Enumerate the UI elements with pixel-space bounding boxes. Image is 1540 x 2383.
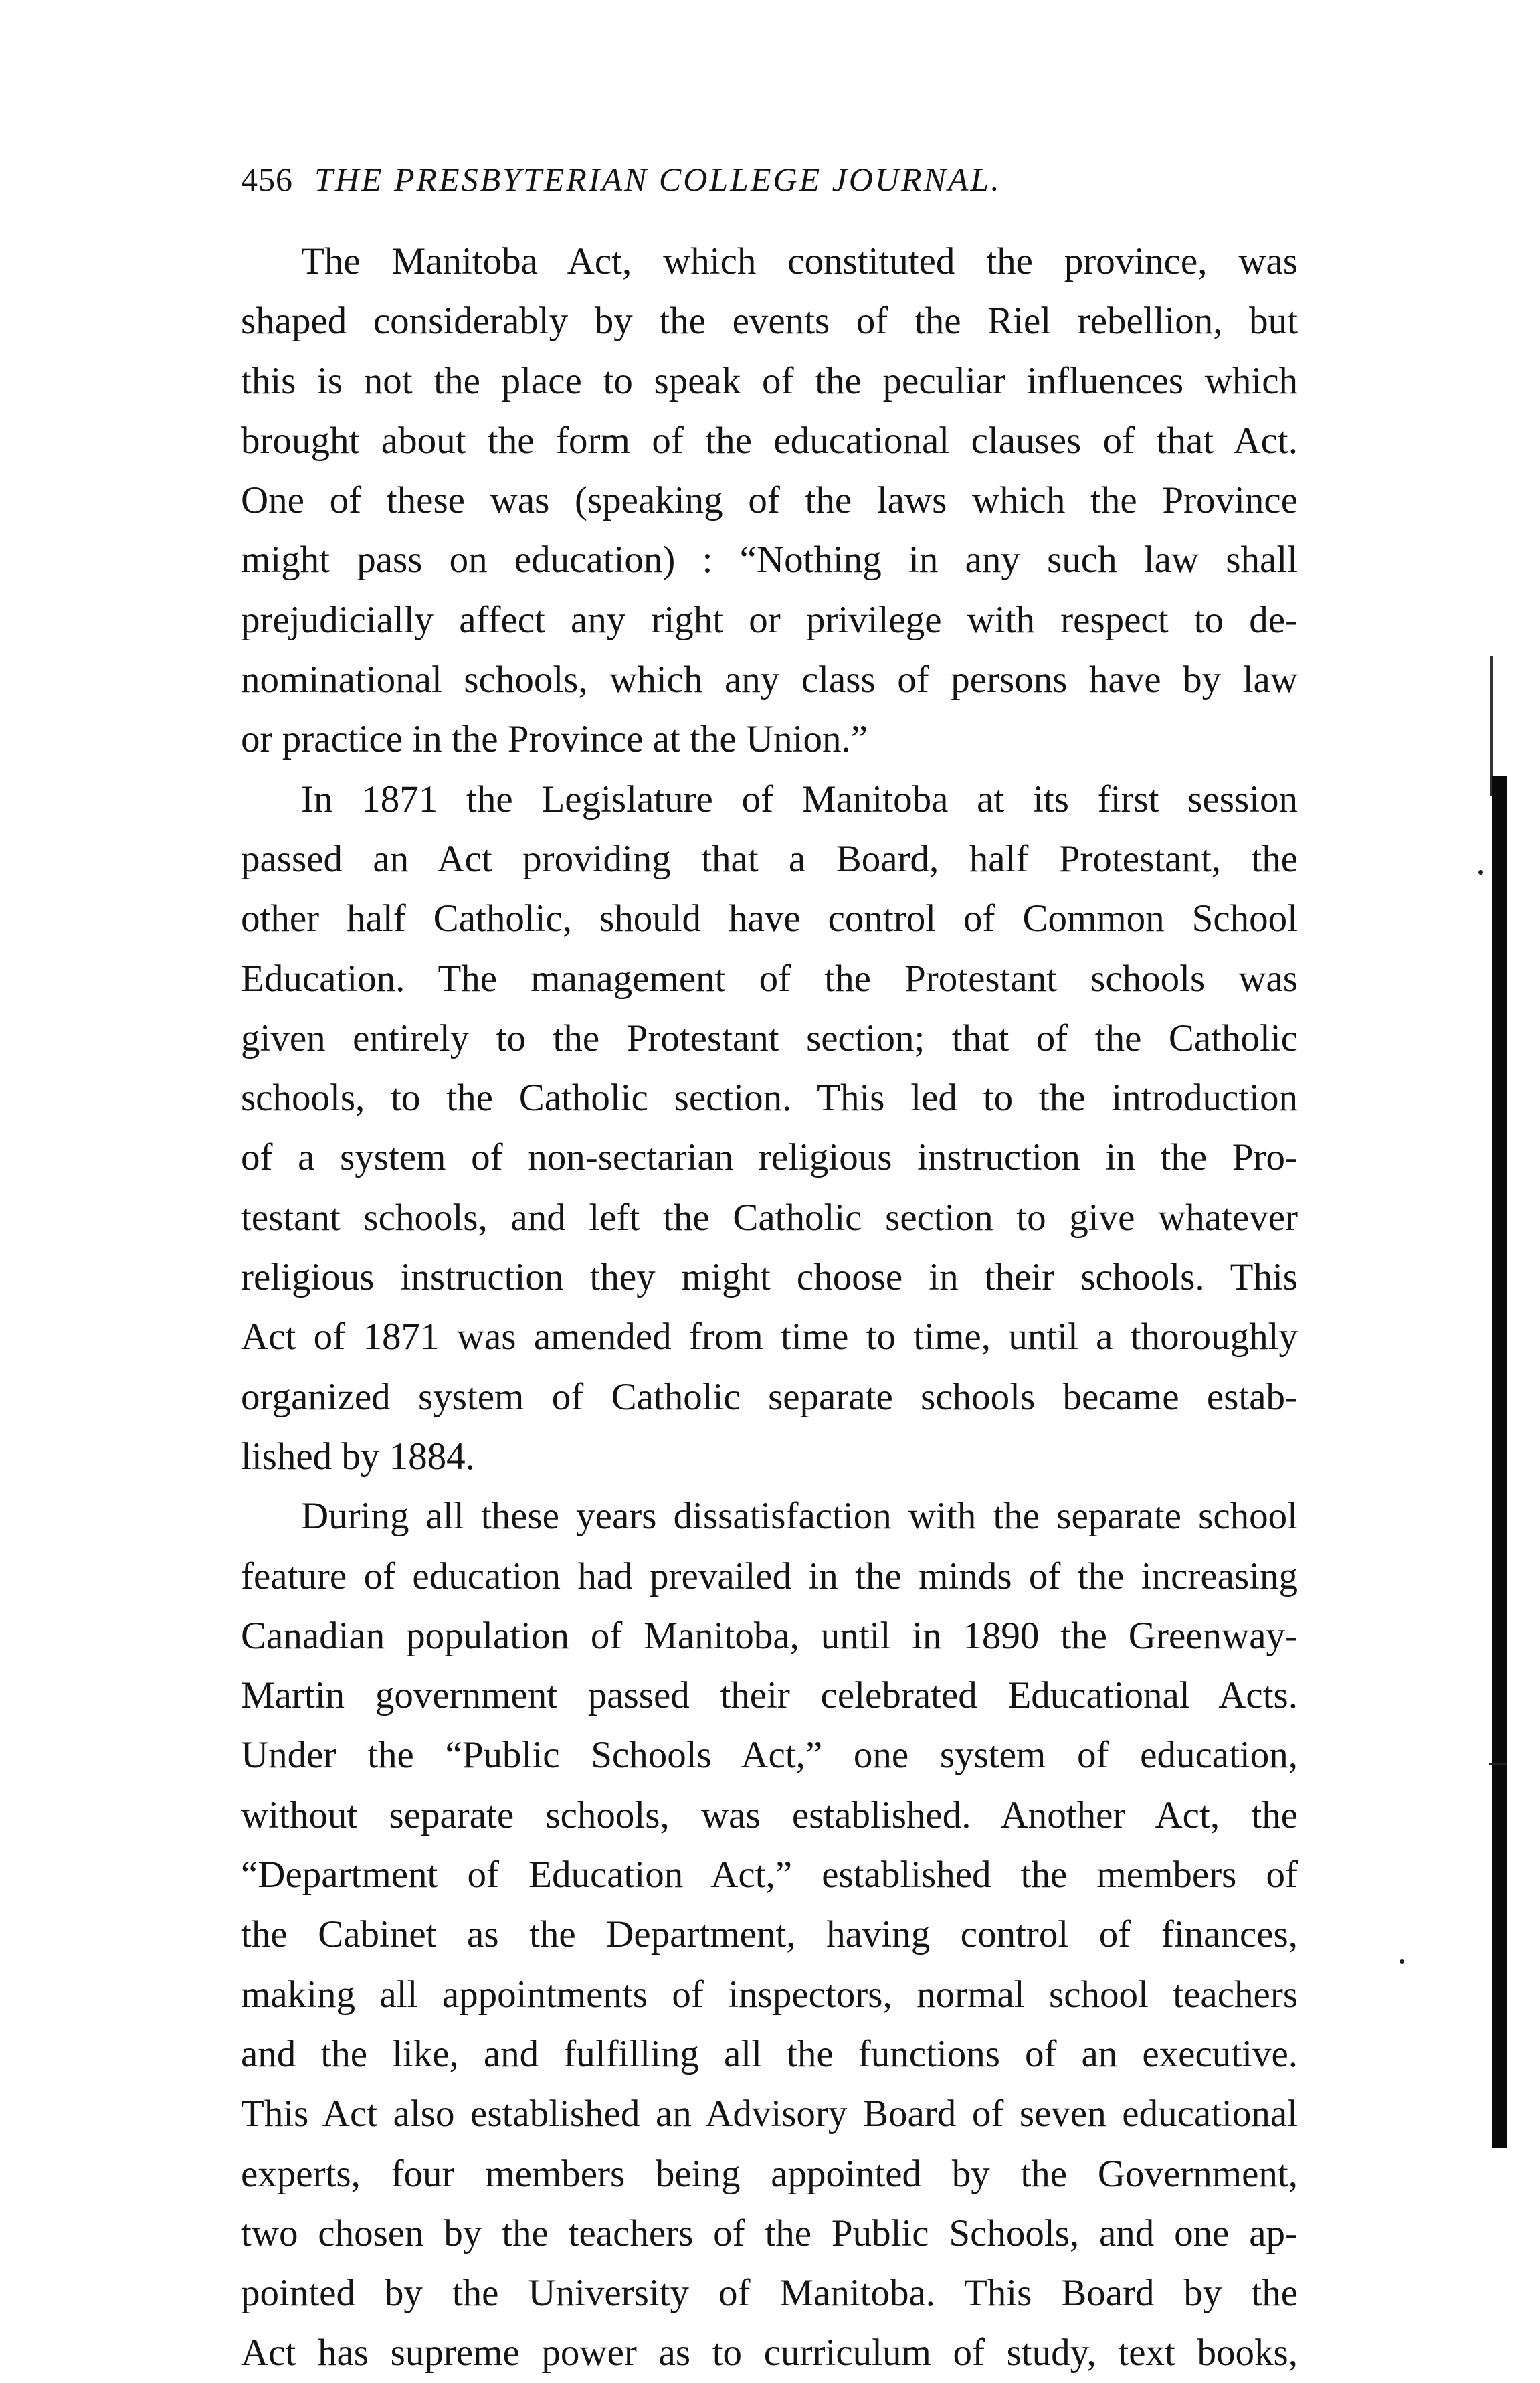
text-line: of a system of non-sectarian religious instruction in the Pro- <box>241 1136 1298 1179</box>
text-line: and the like, and fulfilling all the functions of an executive. <box>241 2032 1298 2075</box>
text-line: shaped considerably by the events of the Riel rebellion, but <box>241 300 1298 343</box>
text-line: Canadian population of Manitoba, until in 1890 the Greenway- <box>241 1614 1298 1657</box>
text-line: feature of education had prevailed in the minds of the increasing <box>241 1555 1298 1597</box>
text-line: In 1871 the Legislature of Manitoba at its first session <box>301 778 1298 820</box>
body-text <box>241 232 1298 2383</box>
text-line: two chosen by the teachers of the Public Schools, and one ap- <box>241 2212 1298 2255</box>
journal-title: THE PRESBYTERIAN COLLEGE JOURNAL. <box>314 161 1001 198</box>
scan-mark <box>1489 1763 1507 1765</box>
paragraph <box>241 1486 1298 2382</box>
scan-speck <box>1478 870 1483 875</box>
text-line: experts, four members being appointed by the Government, <box>241 2152 1298 2195</box>
text-line: The Manitoba Act, which constituted the province, was <box>301 240 1298 282</box>
text-line: Martin government passed their celebrated Educational Acts. <box>241 1674 1298 1717</box>
page-number: 456 <box>241 161 293 198</box>
text-line: lished by 1884. <box>241 1435 475 1478</box>
text-line: brought about the form of the educational clauses of that Act. <box>241 419 1298 462</box>
text-line: testant schools, and left the Catholic section to give whatever <box>241 1196 1298 1239</box>
binding-edge <box>1492 776 1507 2148</box>
text-line: One of these was (speaking of the laws which the Province <box>241 479 1298 522</box>
text-line: Education. The management of the Protestant schools was <box>241 957 1298 1000</box>
text-line: passed an Act providing that a Board, half Protestant, the <box>241 837 1298 880</box>
text-line: might pass on education) : “Nothing in any such law shall <box>241 539 1298 582</box>
text-line: Act has supreme power as to curriculum of study, text books, <box>241 2331 1298 2374</box>
paragraph <box>241 232 1298 770</box>
text-line: Under the “Public Schools Act,” one system of education, <box>241 1734 1298 1777</box>
text-line: pointed by the University of Manitoba. This Board by the <box>241 2272 1298 2315</box>
text-line: given entirely to the Protestant section; that of the Catholic <box>241 1017 1298 1059</box>
text-line: schools, to the Catholic section. This led to the introduction <box>241 1077 1298 1120</box>
paragraph <box>241 770 1298 1487</box>
text-line: this is not the place to speak of the peculiar influences which <box>241 359 1298 402</box>
text-line: organized system of Catholic separate schools became estab- <box>241 1375 1298 1418</box>
text-line: religious instruction they might choose in their schools. This <box>241 1256 1298 1299</box>
binding-edge-shadow <box>1490 656 1493 796</box>
text-line: During all these years dissatisfaction with the separate school <box>301 1495 1298 1538</box>
text-line: other half Catholic, should have control of Common School <box>241 897 1298 940</box>
text-line: without separate schools, was established. Another Act, the <box>241 1793 1298 1836</box>
text-line: making all appointments of inspectors, normal school teachers <box>241 1973 1298 2016</box>
text-line: Act of 1871 was amended from time to time, until a thoroughly <box>241 1316 1298 1358</box>
text-line: the Cabinet as the Department, having control of finances, <box>241 1913 1298 1956</box>
text-line: or practice in the Province at the Union.” <box>241 718 868 761</box>
running-head <box>241 153 1284 206</box>
text-line: “Department of Education Act,” established the members of <box>241 1854 1298 1896</box>
scan-speck <box>1400 1959 1404 1964</box>
text-line: nominational schools, which any class of persons have by law <box>241 658 1298 701</box>
text-line: This Act also established an Advisory Board of seven educational <box>241 2093 1298 2135</box>
text-line: prejudicially affect any right or privilege with respect to de- <box>241 598 1298 641</box>
